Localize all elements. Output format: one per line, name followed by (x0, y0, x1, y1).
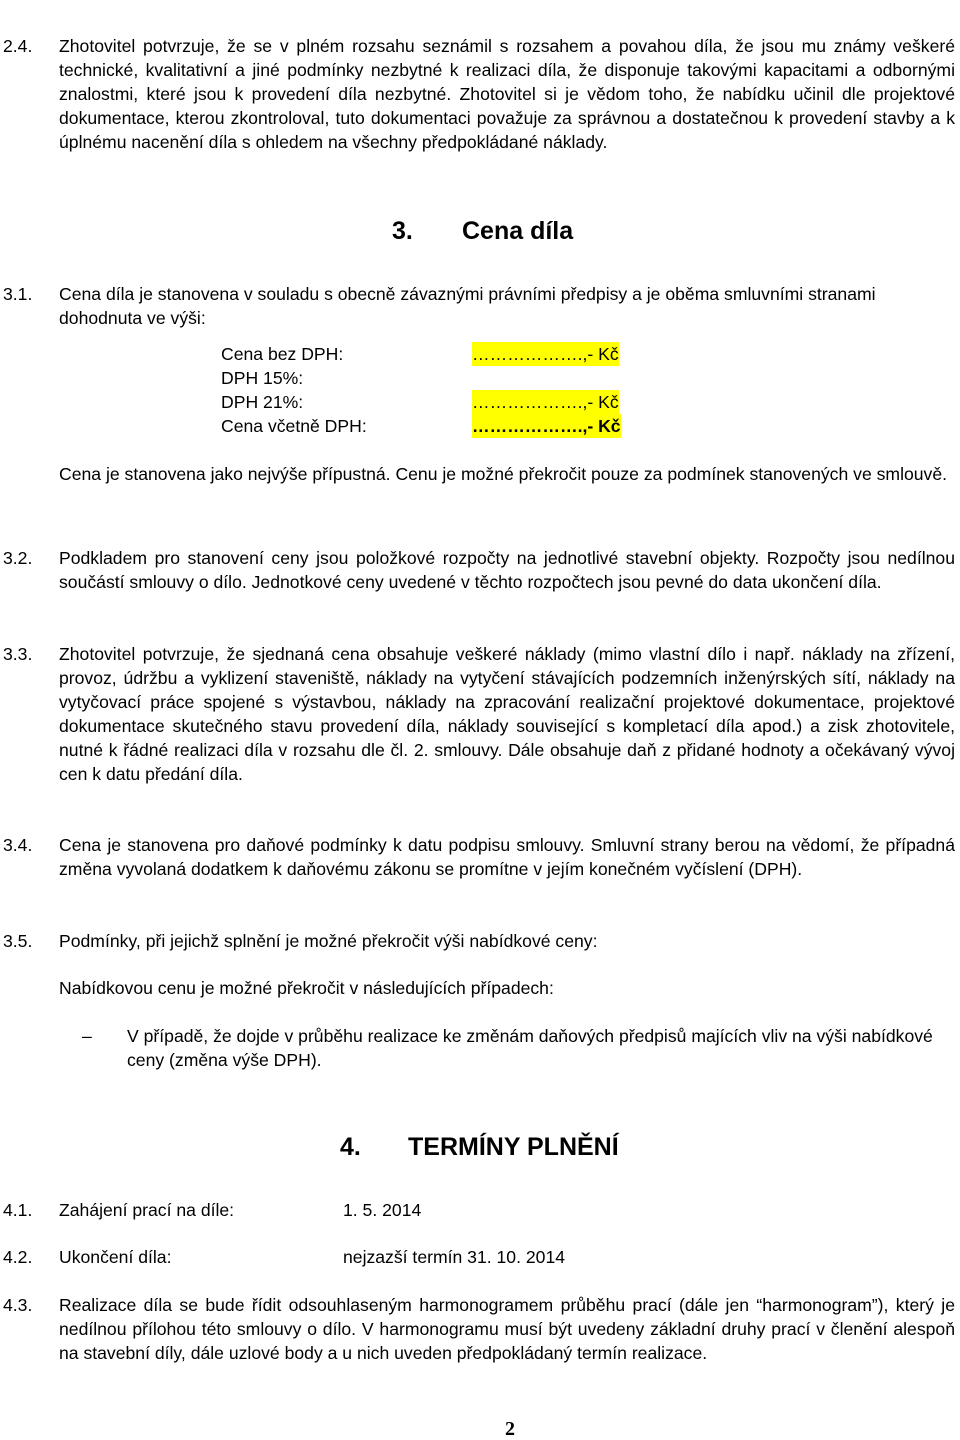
clause-number: 4.1. (3, 1200, 33, 1220)
term-value: 1. 5. 2014 (343, 1200, 422, 1220)
price-value-field: ……………….,- Kč (472, 392, 619, 412)
clause-number: 3.1. (3, 284, 33, 304)
clause-number: 2.4. (3, 36, 33, 56)
clause-3-3 (0, 642, 955, 810)
clause-3-2 (0, 546, 955, 618)
price-row (221, 342, 721, 366)
clause-number: 3.3. (3, 644, 33, 664)
term-label: Ukončení díla: (59, 1247, 172, 1267)
heading-number: 3. (392, 217, 413, 245)
price-table (221, 342, 721, 438)
price-label: DPH 21%: (221, 392, 304, 412)
price-label: Cena včetně DPH: (221, 416, 367, 436)
clause-3-1 (0, 282, 955, 330)
clause-number: 4.3. (3, 1295, 33, 1315)
price-row (221, 390, 721, 414)
heading-number: 4. (340, 1133, 361, 1161)
clause-text: Zhotovitel potvrzuje, že se v plném rozsahu seznámil s rozsahem a povahou díla, že jsou mu známy veškeré technické, kvalitativní a jiné podmínky nezbytné k realizaci díla, že disponuje takovými kapacitami a odbornými znalostmi, které jsou k provedení díla nezbytné. Zhotovitel si je vědom toho, že nabídku učinil dle projektové dokumentace, kterou zkontroloval, tuto dokumentaci považuje za správnou a dostatečnou k provedení stavby a k úplnému nacenění díla s ohledem na všechny předpokládané náklady. (59, 36, 955, 152)
clause-text: Realizace díla se bude řídit odsouhlaseným harmonogramem průběhu prací (dále jen “harmonogram”), který je nedílnou přílohou této smlouvy o dílo. V harmonogramu musí být uvedeny základní druhy prací v členění alespoň na stavební díly, dále uzlové body a u nich uveden předpokládaný termín realizace. (59, 1295, 955, 1363)
dash-bullet-icon: – (82, 1026, 92, 1046)
clause-text: Cena je stanovena pro daňové podmínky k datu podpisu smlouvy. Smluvní strany berou na vědomí, že případná změna vyvolaná dodatkem k daňovému zákonu se promítne v jejím konečném vyčíslení (DPH). (59, 835, 955, 879)
term-label: Zahájení prací na díle: (59, 1200, 235, 1220)
clause-number: 3.4. (3, 835, 33, 855)
list-item-text: V případě, že dojde v průběhu realizace ke změnám daňových předpisů majících vliv na výši nabídkové ceny (změna výše DPH). (127, 1026, 933, 1070)
price-row (221, 366, 721, 390)
price-row (221, 414, 721, 438)
price-label: Cena bez DPH: (221, 344, 344, 364)
clause-3-4 (0, 833, 955, 905)
clause-number: 4.2. (3, 1247, 33, 1267)
clause-number: 3.5. (3, 931, 33, 951)
clause-number: 3.2. (3, 548, 33, 568)
clause-4-1 (0, 1198, 955, 1222)
term-value: nejzazší termín 31. 10. 2014 (343, 1247, 566, 1267)
price-note (0, 462, 955, 510)
clause-text: Cena díla je stanovena v souladu s obecně závaznými právními předpisy a je oběma smluvními stranami dohodnuta ve výši: (59, 284, 876, 328)
heading-title: Cena díla (462, 217, 574, 245)
clause-text: Podkladem pro stanovení ceny jsou položkové rozpočty na jednotlivé stavební objekty. Rozpočty jsou nedílnou součástí smlouvy o dílo. Jednotkové ceny uvedené v těchto rozpočtech jsou pevné do data ukončení díla. (59, 548, 955, 592)
price-note-text: Cena je stanovena jako nejvýše přípustná. Cenu je možné překročit pouze za podmínek stanovených ve smlouvě. (59, 464, 948, 484)
clause-3-5 (0, 929, 955, 953)
page-number: 2 (505, 1418, 515, 1440)
price-total-field: ……………….,- Kč (472, 416, 621, 436)
heading-title: TERMÍNY PLNĚNÍ (408, 1133, 619, 1161)
clause-text: Podmínky, při jejichž splnění je možné překročit výši nabídkové ceny: (59, 931, 598, 951)
clause-text: Zhotovitel potvrzuje, že sjednaná cena obsahuje veškeré náklady (mimo vlastní dílo i např. náklady na zřízení, provoz, údržbu a vyklizení staveniště, náklady na vytyčení stávajících podzemních inženýrských sítí, náklady na vytyčovací práce spojené s výstavbou, náklady na zpracování realizační projektové dokumentace, projektové dokumentace skutečného stavu provedení díla, náklady související s kompletací díla apod.) a zisk zhotovitele, nutné k řádné realizaci díla v rozsahu dle čl. 2. smlouvy. Dále obsahuje daň z přidané hodnoty a očekávaný vývoj cen k datu předání díla. (59, 644, 955, 784)
list-item (0, 1024, 955, 1072)
price-value-field: ……………….,- Kč (472, 344, 619, 364)
clause-2-4 (0, 34, 955, 178)
price-label: DPH 15%: (221, 368, 304, 388)
clause-4-2 (0, 1245, 955, 1269)
clause-4-3 (0, 1293, 955, 1389)
intro-text: Nabídkovou cenu je možné překročit v následujících případech: (59, 978, 554, 998)
clause-3-5-intro (0, 976, 955, 1000)
